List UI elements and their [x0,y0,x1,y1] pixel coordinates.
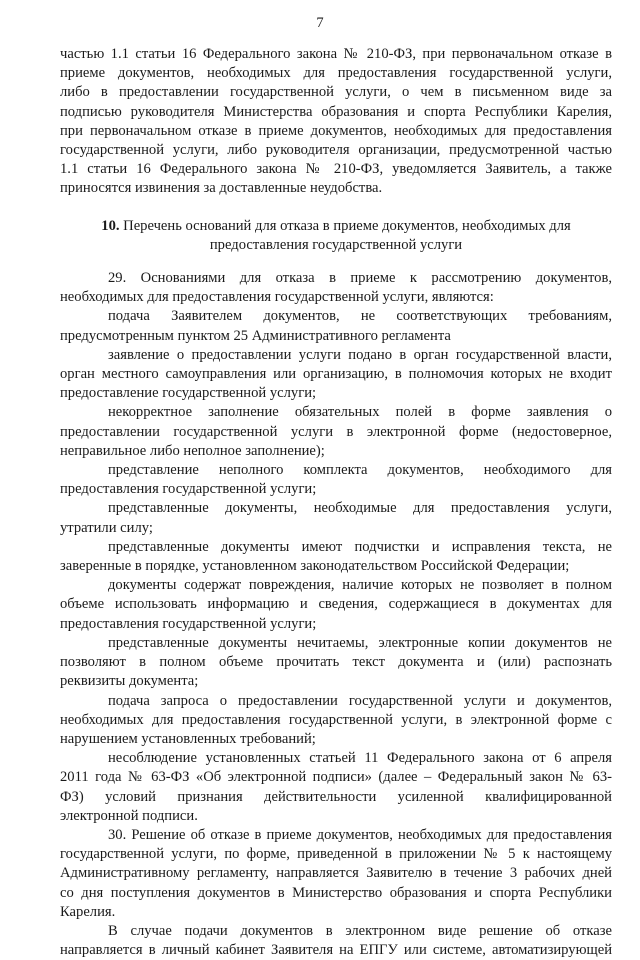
intro-line: подписью руководителя Министерства образования и спорта Республики Карелия, [60,103,612,120]
intro-line: при первоначальном отказе в приеме документов, необходимых для предоставления [60,122,612,139]
paragraph-line: 2011 года № 63-ФЗ «Об электронной подписи» (далее – Федеральный закон № 63- [60,769,612,786]
paragraph-line: нарушением установленных требований; [60,730,316,747]
paragraph-line: несоблюдение установленных статьей 11 Федерального закона от 6 апреля [108,750,612,767]
intro-line: приеме документов, необходимых для предоставления государственной услуги, [60,65,612,82]
paragraph-line: ФЗ) условий признания действительности усиленной квалифицированной [60,788,612,805]
paragraph-line: неправильное либо неполное заполнение); [60,442,325,459]
paragraph [60,576,612,634]
paragraph-line: представленные документы, необходимые для предоставления услуги, [108,500,612,517]
paragraph [60,692,612,750]
paragraph-line: документы содержат повреждения, наличие которых не позволяет в полном [108,577,612,594]
paragraph-line: заверенные в порядке, установленном законодательством Российской Федерации; [60,558,570,575]
section-gap [60,255,612,269]
paragraph [60,346,612,404]
paragraph-line: объеме использовать информацию и сведения, содержащиеся в документах для [60,596,612,613]
section-title-line-2: предоставления государственной услуги [209,236,463,253]
paragraph [60,307,612,345]
paragraph-line: со дня поступления документов в Министерство образования и спорта Республики [60,884,612,901]
paragraph-line: предоставление государственной услуги; [60,385,317,402]
paragraph-line: предоставления государственной услуги; [60,615,317,632]
paragraph [60,461,612,499]
paragraph-line: В случае подачи документов в электронном виде решение об отказе [108,922,612,939]
paragraph-line: предусмотренным пунктом 25 Административного регламента [60,327,451,344]
paragraph-line: представленные документы нечитаемы, электронные копии документов не [108,634,612,651]
paragraph-line: заявление о предоставлении услуги подано в орган государственной власти, [108,346,612,363]
paragraph-line: некорректное заполнение обязательных полей в форме заявления о [108,404,612,421]
paragraph [60,749,612,826]
paragraph-line: 30. Решение об отказе в приеме документов, необходимых для предоставления [108,826,612,843]
paragraph-line: 29. Основаниями для отказа в приеме к рассмотрению документов, [108,270,612,287]
paragraph-line: Карелия. [60,903,116,920]
section-heading [60,217,612,255]
page-number: 7 [316,15,324,31]
paragraph-line: предоставлении государственной услуги в электронной форме (недостоверное, [60,423,612,440]
paragraph-line: государственной услуги, по форме, приведенной в приложении № 5 к настоящему [60,846,612,863]
intro-line: государственной услуги, либо руководителя организации, предусмотренной частью [60,142,612,159]
paragraph [60,499,612,537]
section-number: 10. [101,217,120,234]
document-body [60,45,612,960]
paragraph [60,269,612,307]
paragraph-line: утратили силу; [60,519,153,536]
paragraph-line: предоставления государственной услуги; [60,481,317,498]
paragraph [60,403,612,461]
paragraph-line: Административному регламенту, направляется Заявителю в течение 3 рабочих дней [60,865,612,882]
intro-line: приносятся извинения за доставленные неудобства. [60,180,383,197]
paragraph-line: электронной подписи. [60,807,198,824]
intro-line: либо в предоставлении государственной услуги, о чем в письменном виде за [60,84,612,101]
paragraph-line: необходимых для предоставления государственной услуги, являются: [60,289,494,306]
paragraph-line: позволяют в полном объеме прочитать текст документа и (или) распознать [60,654,612,671]
paragraph [60,538,612,576]
paragraph-line: подача Заявителем документов, не соответствующих требованиям, [108,308,612,325]
paragraph-line: направляется в личный кабинет Заявителя на ЕПГУ или системе, автоматизирующей [60,942,612,959]
paragraph-line: представленные документы имеют подчистки и исправления текста, не [108,538,612,555]
intro-paragraph [60,45,612,199]
paragraph [60,826,612,922]
paragraph [60,634,612,692]
paragraph-line: необходимых для предоставления государственной услуги, в электронной форме с [60,711,612,728]
intro-line: 1.1 статьи 16 Федерального закона № 210-ФЗ, уведомляется Заявитель, а также [60,161,612,178]
paragraph-line: подача запроса о предоставлении государственной услуги и документов, [108,692,612,709]
paragraph-line: реквизиты документа; [60,673,199,690]
paragraph-list [60,269,612,960]
paragraph [60,922,612,960]
paragraph-line: представление неполного комплекта документов, необходимого для [108,462,612,479]
section-title-line-1: Перечень оснований для отказа в приеме документов, необходимых для [119,217,571,234]
paragraph-line: орган местного самоуправления или организацию, в полномочия которых не входит [60,366,612,383]
intro-line: частью 1.1 статьи 16 Федерального закона № 210-ФЗ, при первоначальном отказе в [60,46,612,62]
